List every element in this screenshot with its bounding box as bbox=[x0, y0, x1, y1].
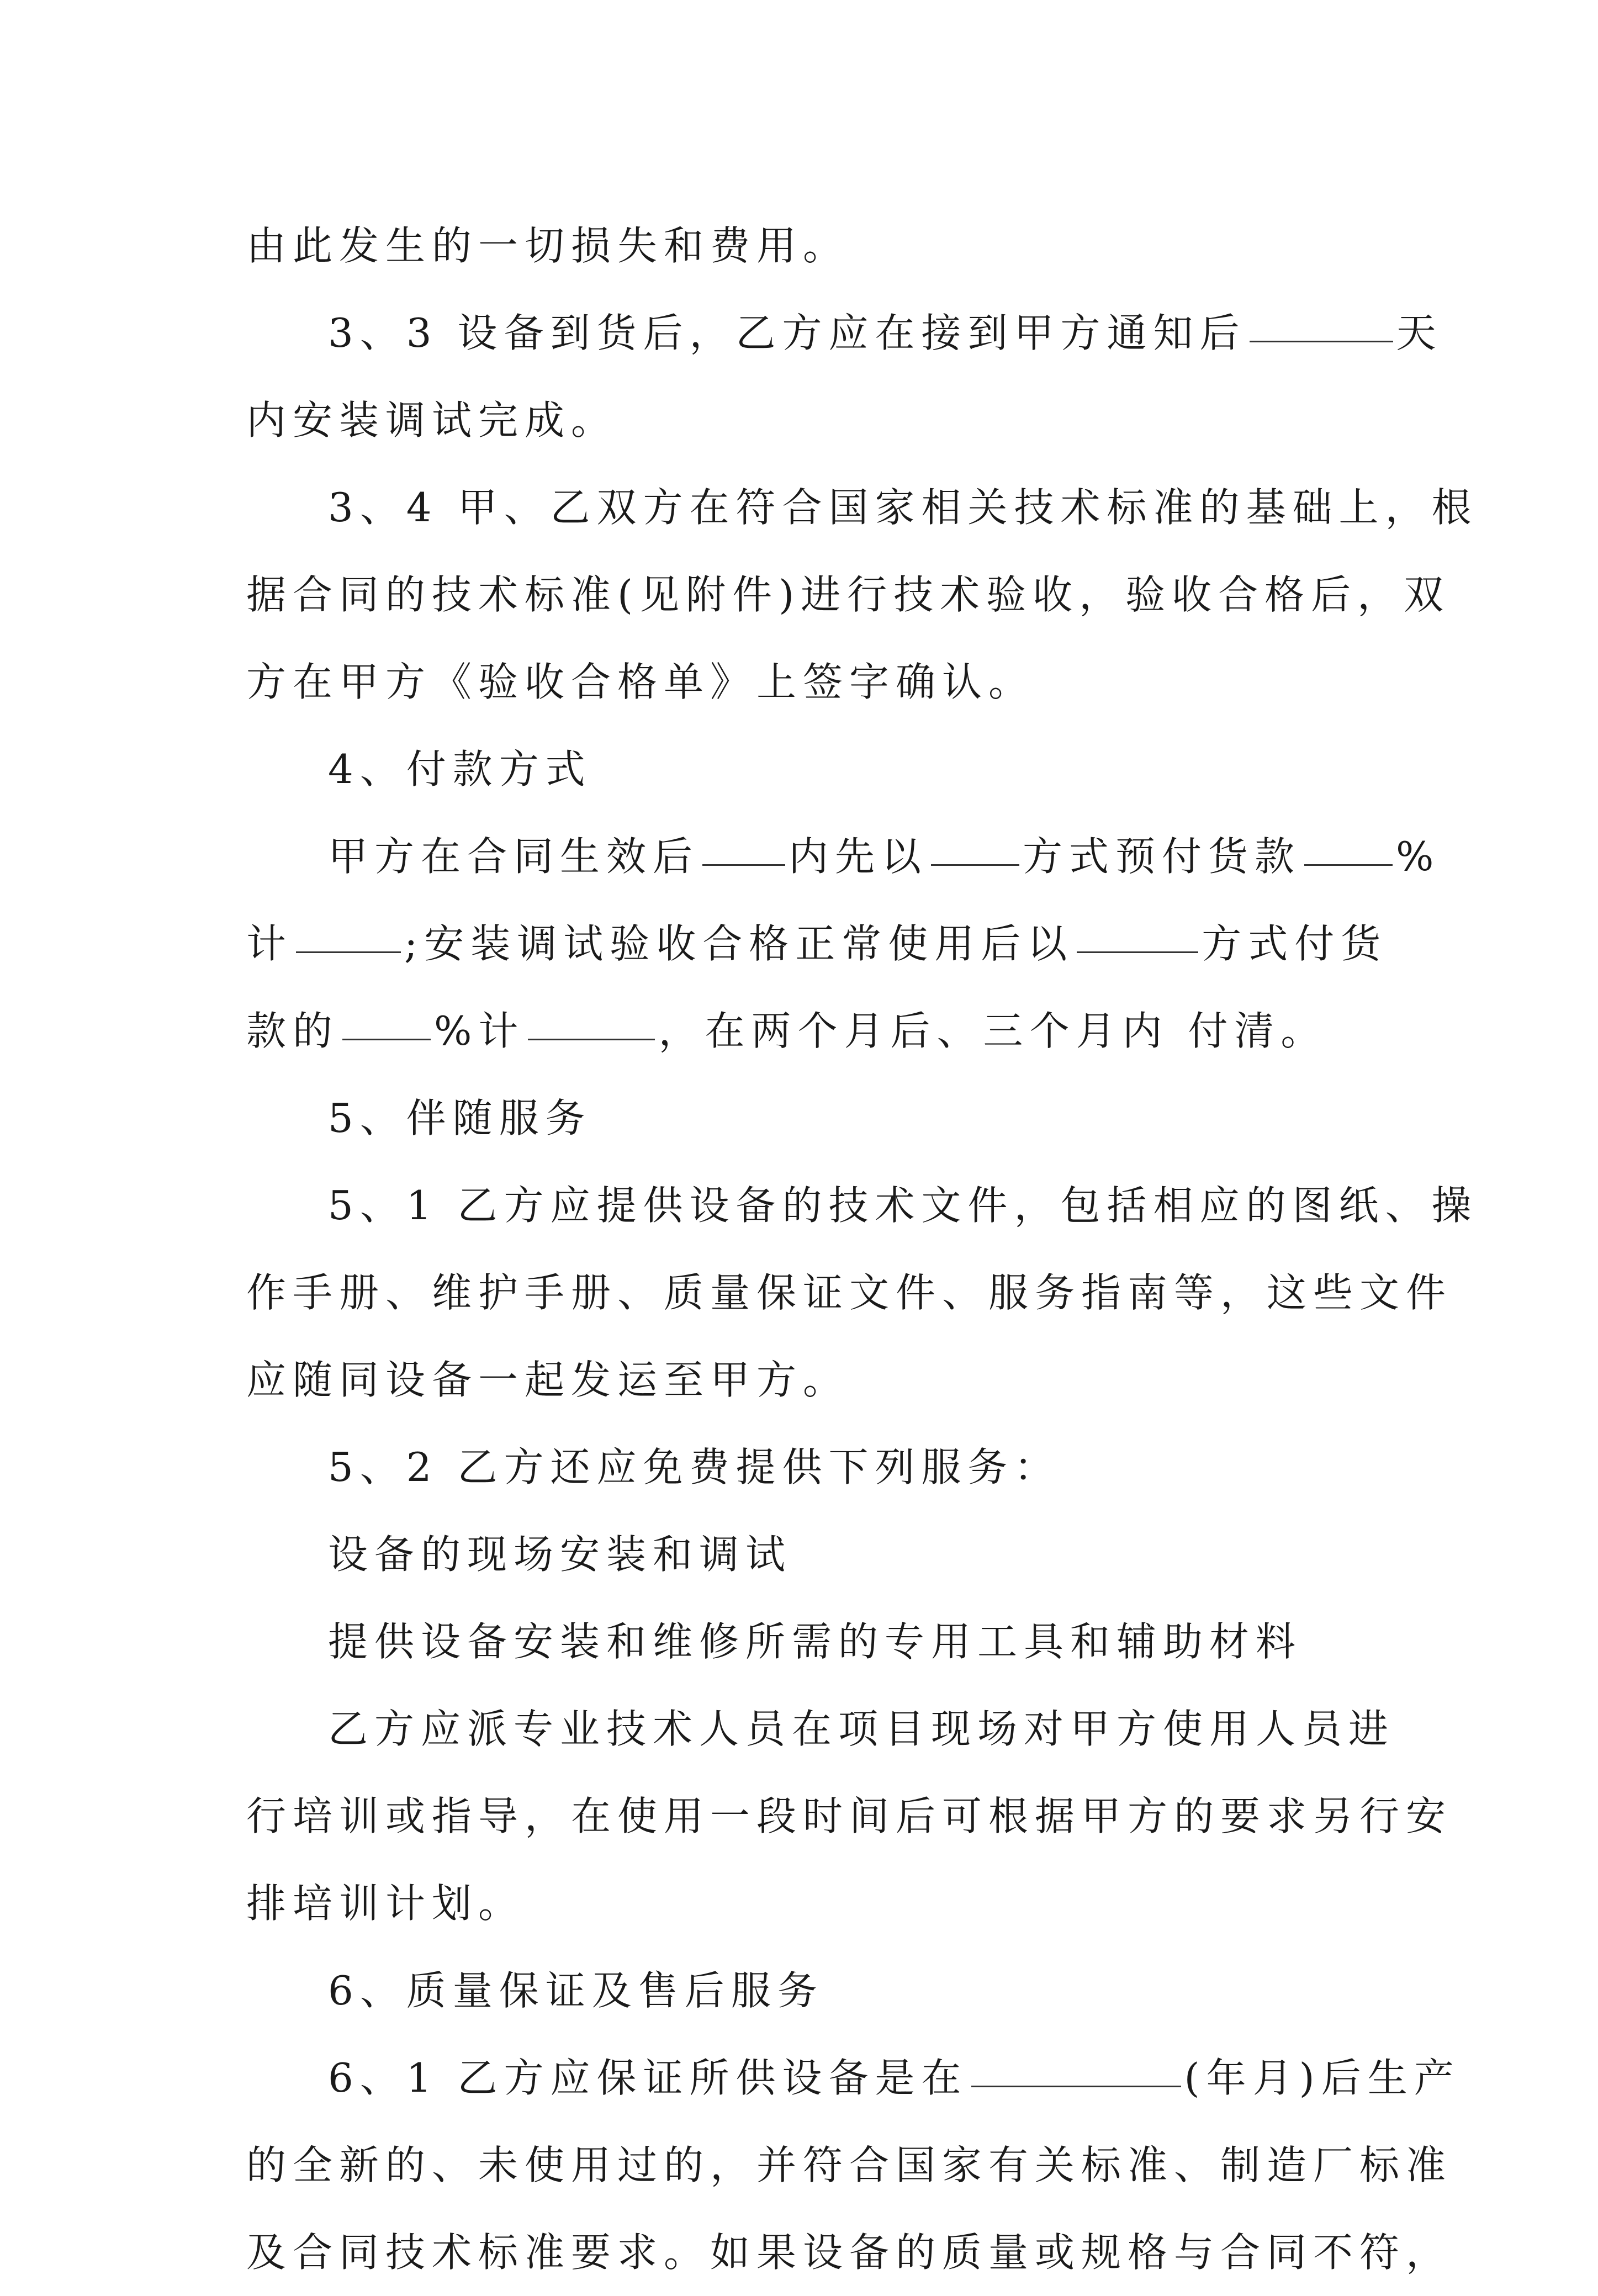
paragraph-line bbox=[246, 813, 1441, 900]
text-run: 行培训或指导，在使用一段时间后可根据甲方的要求另行安 bbox=[246, 1793, 1453, 1839]
paragraph-line bbox=[246, 1773, 1453, 1860]
paragraph-line bbox=[246, 1424, 1378, 1511]
text-run: 设备的现场安装和调试 bbox=[328, 1531, 792, 1578]
fill-in-blank bbox=[702, 864, 785, 866]
paragraph-line bbox=[246, 900, 1388, 987]
paragraph-line bbox=[246, 1336, 1378, 1424]
text-run: 的全新的、未使用过的，并符合国家有关标准、制造厂标准 bbox=[246, 2142, 1453, 2188]
fill-in-blank bbox=[1077, 951, 1198, 953]
text-run: 3、3 设备到货后，乙方应在接到甲方通知后 bbox=[328, 310, 1246, 356]
section-heading bbox=[246, 1947, 1378, 2034]
text-run: 由此发生的一切损失和费用。 bbox=[246, 223, 850, 269]
text-run: (年月)后生产 bbox=[1184, 2055, 1461, 2101]
paragraph-line bbox=[246, 1511, 1378, 1598]
text-run: ;安装调试验收合格正常使用后以 bbox=[404, 920, 1074, 967]
text-run: 6、1 乙方应保证所供设备是在 bbox=[328, 2055, 968, 2101]
text-run: %计 bbox=[434, 1008, 525, 1054]
paragraph-line bbox=[246, 638, 1378, 726]
section-heading bbox=[246, 726, 1378, 813]
paragraph-line bbox=[246, 551, 1451, 638]
paragraph-line bbox=[246, 202, 1378, 289]
text-run: 6、质量保证及售后服务 bbox=[328, 1967, 824, 2014]
fill-in-blank bbox=[342, 1039, 431, 1040]
text-run: 5、1 乙方应提供设备的技术文件，包括相应的图纸、操 bbox=[328, 1182, 1478, 1229]
paragraph-line bbox=[246, 289, 1443, 377]
fill-in-blank bbox=[971, 2086, 1181, 2087]
paragraph-line bbox=[246, 2122, 1453, 2209]
text-run: 应随同设备一起发运至甲方。 bbox=[246, 1357, 850, 1403]
fill-in-blank bbox=[528, 1039, 655, 1040]
text-run: 4、付款方式 bbox=[328, 746, 592, 792]
text-run: 排培训计划。 bbox=[246, 1880, 525, 1927]
fill-in-blank bbox=[1250, 341, 1393, 342]
text-run: 5、2 乙方还应免费提供下列服务： bbox=[328, 1444, 1061, 1490]
text-run: 3、4 甲、乙双方在符合国家相关技术标准的基础上，根 bbox=[328, 484, 1478, 531]
text-run: 款的 bbox=[246, 1008, 340, 1054]
text-run: 甲方在合同生效后 bbox=[328, 833, 700, 880]
paragraph-line bbox=[246, 1685, 1395, 1773]
text-run: 内安装调试完成。 bbox=[246, 397, 618, 443]
text-run: % bbox=[1396, 833, 1441, 880]
paragraph-line bbox=[246, 377, 1378, 464]
paragraph-line bbox=[246, 1598, 1378, 1685]
text-run: 提供设备安装和维修所需的专用工具和辅助材料 bbox=[328, 1618, 1303, 1665]
text-run: ，在两个月后、三个月内 付清。 bbox=[658, 1008, 1327, 1054]
paragraph-line bbox=[246, 464, 1478, 551]
text-run: 方在甲方《验收合格单》上签字确认。 bbox=[246, 659, 1035, 705]
text-run: 乙方应派专业技术人员在项目现场对甲方使用人员进 bbox=[328, 1706, 1395, 1752]
text-run: 5、伴随服务 bbox=[328, 1095, 592, 1141]
paragraph-line bbox=[246, 2209, 1453, 2296]
text-run: 方式付货 bbox=[1202, 920, 1388, 967]
text-run: 内先以 bbox=[789, 833, 928, 880]
section-heading bbox=[246, 1075, 1378, 1162]
paragraph-line bbox=[246, 1860, 1378, 1947]
text-run: 作手册、维护手册、质量保证文件、服务指南等，这些文件 bbox=[246, 1269, 1453, 1316]
text-run: 及合同技术标准要求。如果设备的质量或规格与合同不符， bbox=[246, 2229, 1453, 2276]
fill-in-blank bbox=[1304, 864, 1393, 866]
fill-in-blank bbox=[296, 951, 401, 953]
text-run: 天 bbox=[1396, 310, 1443, 356]
text-run: 计 bbox=[246, 920, 293, 967]
text-run: 方式预付货款 bbox=[1023, 833, 1301, 880]
text-run: 据合同的技术标准(见附件)进行技术验收，验收合格后，双 bbox=[246, 572, 1451, 618]
document-body bbox=[246, 202, 1478, 2296]
fill-in-blank bbox=[931, 864, 1019, 866]
paragraph-line bbox=[246, 1249, 1453, 1336]
paragraph-line bbox=[246, 2034, 1461, 2122]
paragraph-line bbox=[246, 1162, 1478, 1249]
paragraph-line bbox=[246, 987, 1378, 1075]
